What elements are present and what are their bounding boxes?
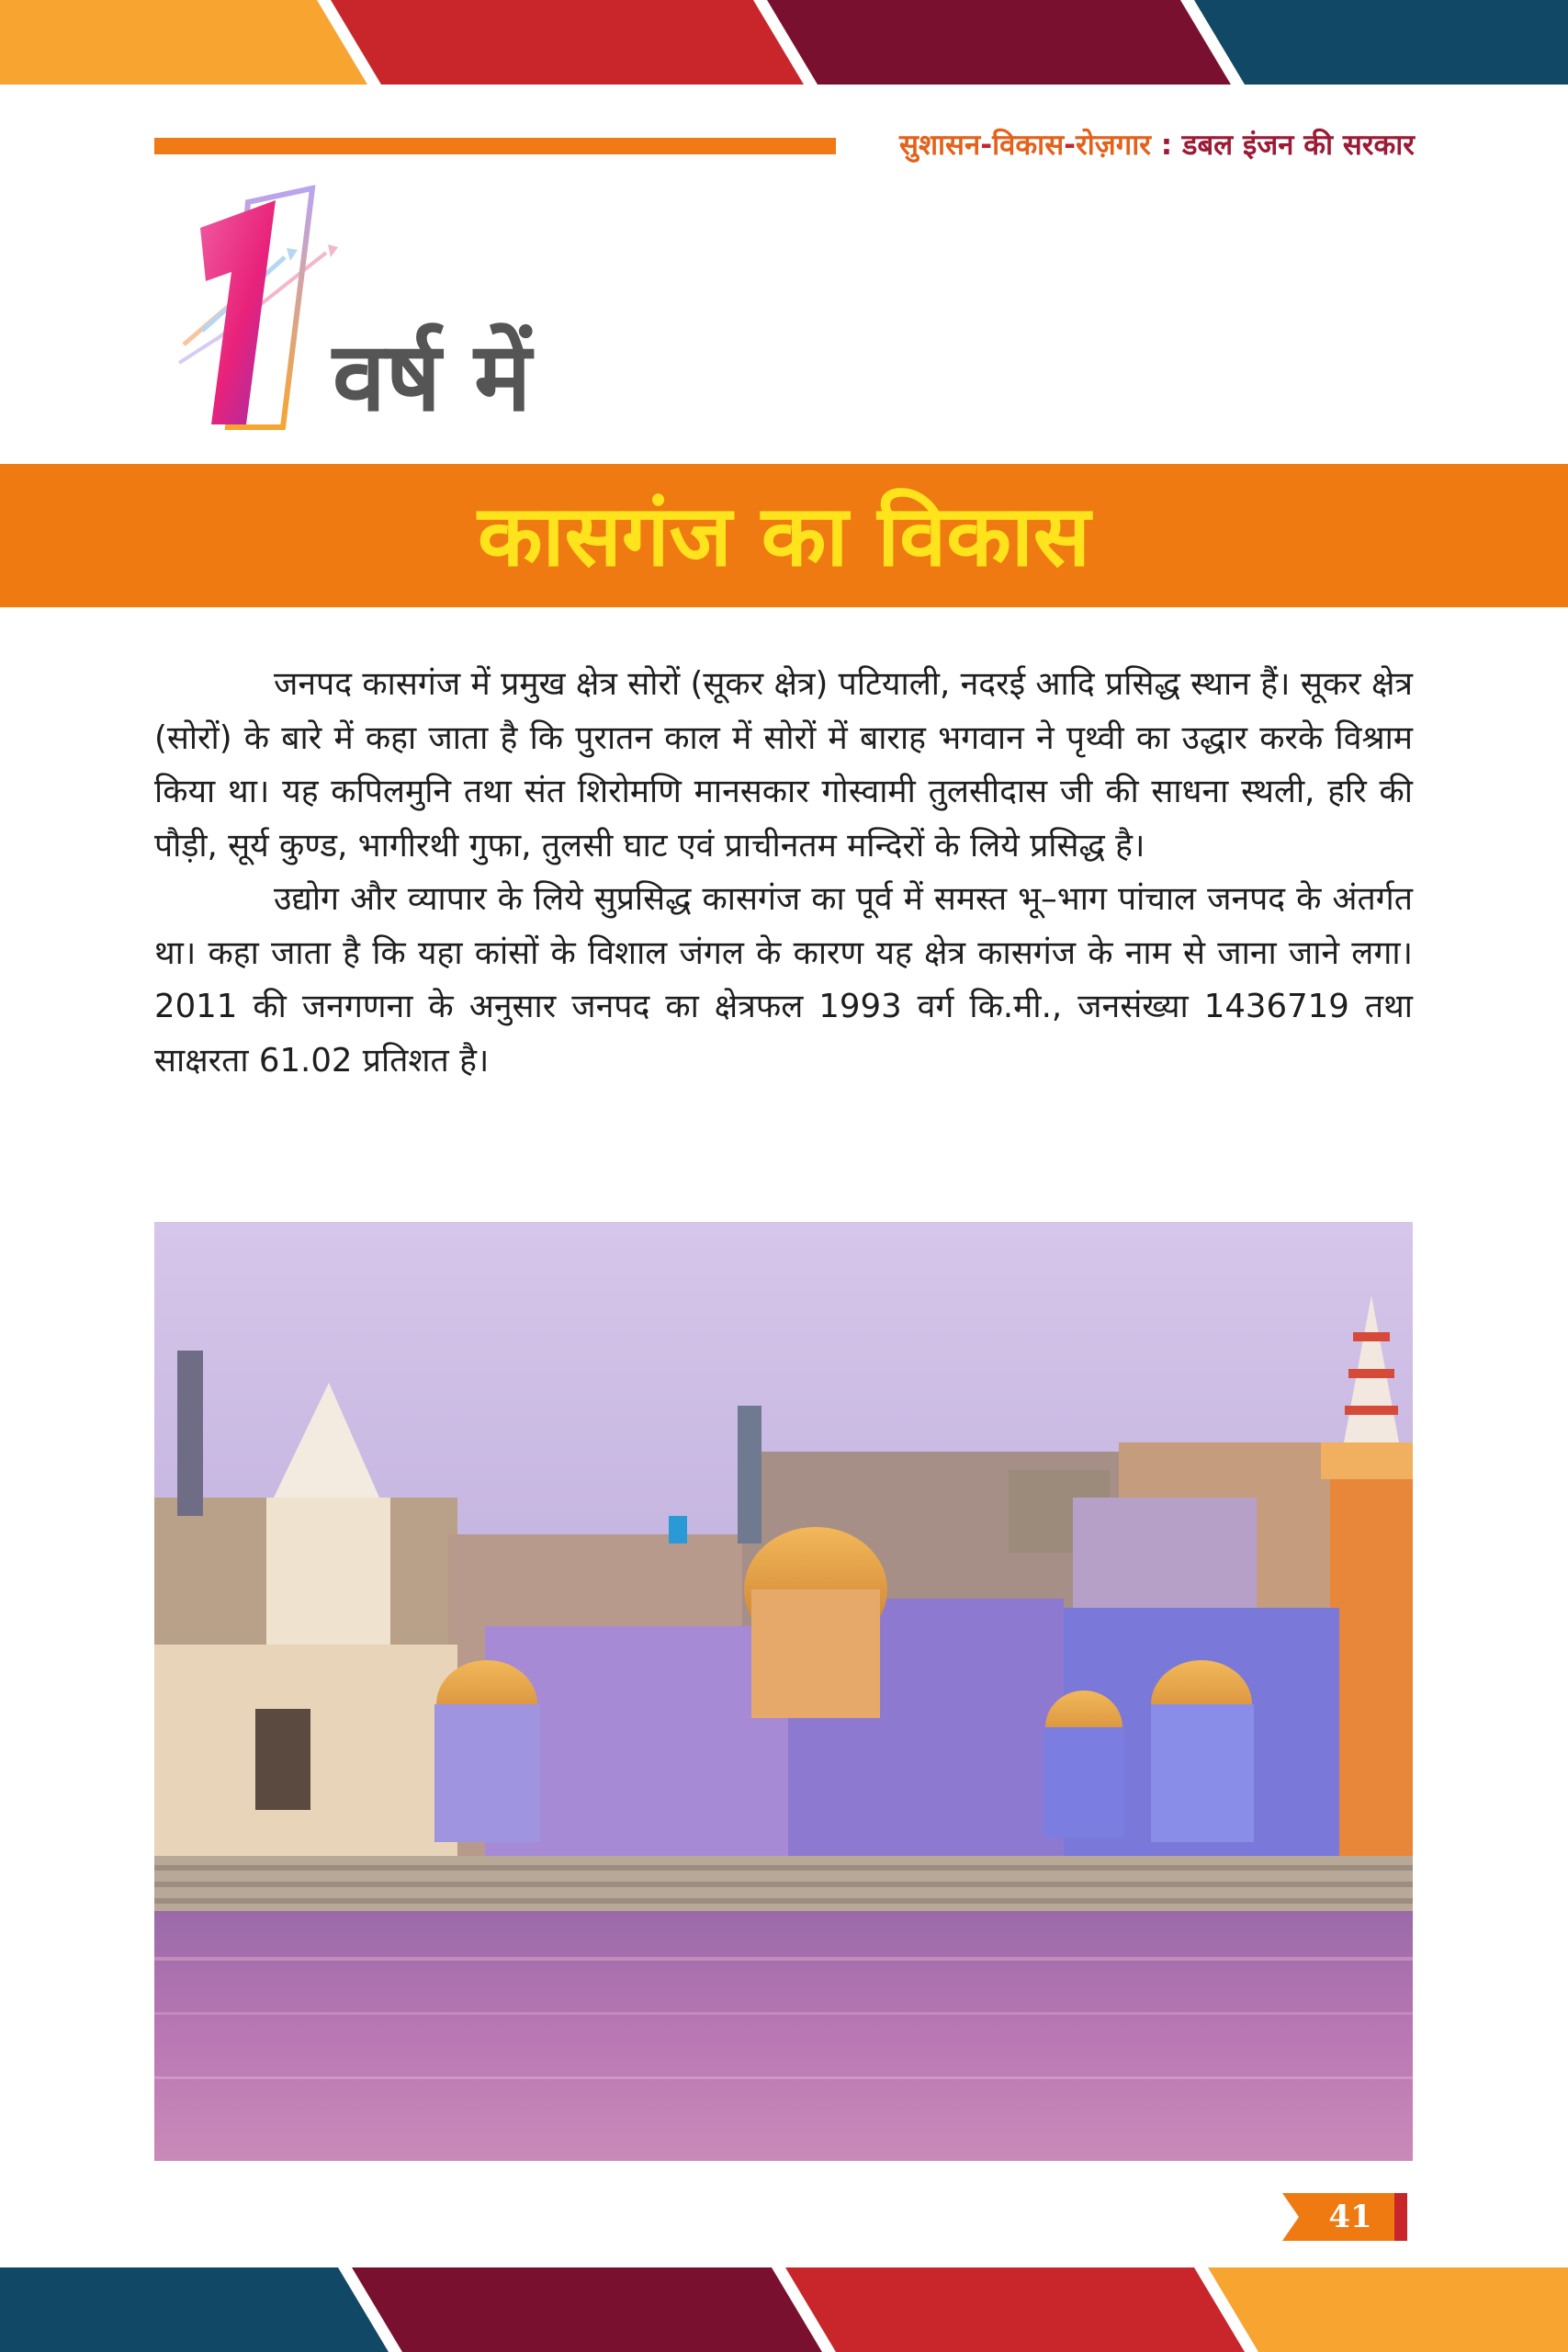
paragraph-2: उद्योग और व्यापार के लिये सुप्रसिद्ध कासगंज का पूर्व में समस्त भू–भाग पांचाल जनपद के अंतर्गत था। कहा जाता है कि यहा कांसों के विशाल जंगल के कारण यह क्षेत्र कासगंज के नाम से जाना जाने लगा। 2011 की जनगणना के अनुसार जनपद का क्षेत्रफल 1993 वर्ग कि.मी., जनसंख्या 1436719 तथा साक्षरता 61.02 प्रतिशत है।	[154, 880, 1413, 1080]
page-number: 41	[1328, 2199, 1372, 2235]
tagline-part-2: विकास	[992, 129, 1065, 162]
tagline-rest: : डबल इंजन की सरकार	[1160, 129, 1415, 162]
page-number-badge	[1282, 2193, 1411, 2241]
paragraph-1: जनपद कासगंज में प्रमुख क्षेत्र सोरों (सूकर क्षेत्र) पटियाली, नदरई आदि प्रसिद्ध स्थान हैं। सूकर क्षेत्र (सोरों) के बारे में कहा जाता है कि पुरातन काल में सोरों में बाराह भगवान ने पृथ्वी का उद्धार करके विश्राम किया था। यह कपिलमुनि तथा संत शिरोमणि मानसकार गोस्वामी तुलसीदास जी की साधना स्थली, हरि की पौड़ी, सूर्य कुण्ड, भागीरथी गुफा, तुलसी घाट एवं प्राचीनतम मन्दिरों के लिये प्रसिद्ध है।	[154, 665, 1413, 865]
body-text	[154, 658, 1413, 1088]
bottom-color-band	[0, 2267, 1568, 2352]
title-banner	[0, 464, 1568, 607]
year-word: वर्ष में	[333, 320, 532, 433]
tagline-part-1: सुशासन	[898, 129, 981, 162]
top-color-band	[0, 0, 1568, 85]
header-rule	[154, 138, 836, 154]
page-title: कासगंज का विकास	[478, 486, 1090, 585]
ghat-photo	[154, 1222, 1413, 2161]
header-tagline: सुशासन-विकास-रोज़गार : डबल इंजन की सरकार	[898, 129, 1415, 162]
tagline-part-3: रोज़गार	[1076, 129, 1151, 162]
year-number-graphic	[175, 184, 349, 441]
